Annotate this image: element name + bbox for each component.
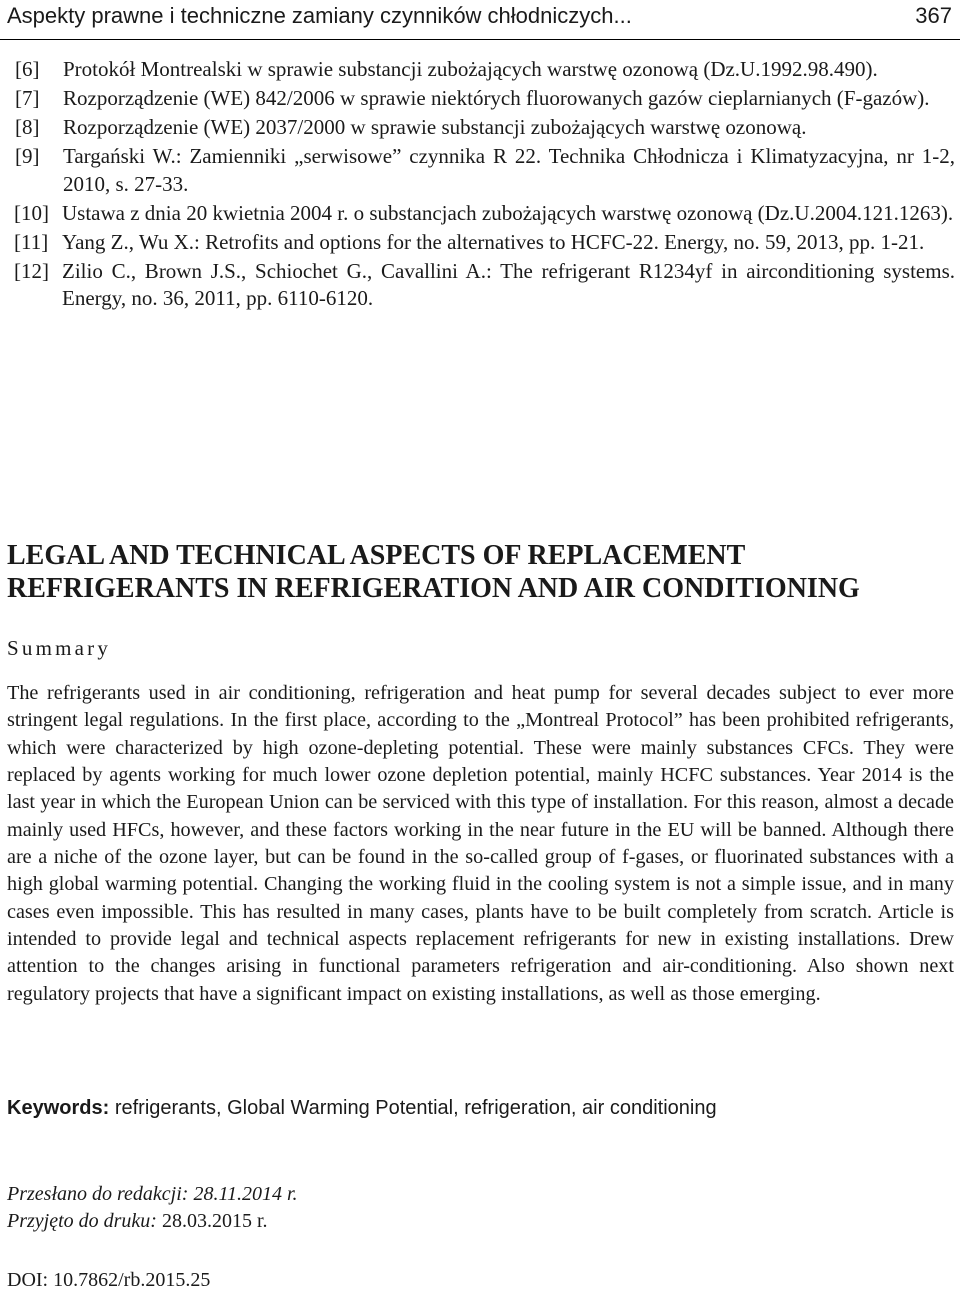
reference-item (15, 56, 955, 84)
reference-item (15, 229, 955, 257)
submitted-line (7, 1181, 298, 1208)
reference-number: [12] (14, 258, 49, 283)
editorial-dates (7, 1181, 298, 1235)
keywords-text: refrigerants, Global Warming Potential, refrigeration, air conditioning (114, 1097, 717, 1119)
page-number: 367 (915, 3, 952, 28)
reference-number: [10] (14, 200, 49, 225)
reference-text: Zilio C., Brown J.S., Schiochet G., Cavallini A.: The refrigerant R1234yf in airconditioning systems. Energy, no. 36, 2011, pp. 6110-6120. (62, 258, 955, 310)
reference-text: Protokół Montrealski w sprawie substancji zubożających warstwę ozonową (Dz.U.1992.98.490). (63, 57, 878, 81)
running-header (0, 0, 960, 40)
reference-text: Rozporządzenie (WE) 842/2006 w sprawie niektórych fluorowanych gazów cieplarnianych (F-gazów). (63, 86, 930, 110)
reference-number: [7] (15, 86, 40, 110)
reference-text: Rozporządzenie (WE) 2037/2000 w sprawie substancji zubożających warstwę ozonową. (63, 115, 807, 139)
reference-number: [6] (15, 57, 40, 81)
running-title: Aspekty prawne i techniczne zamiany czynników chłodniczych... (7, 3, 632, 28)
reference-text: Ustawa z dnia 20 kwietnia 2004 r. o substancjach zubożających warstwę ozonową (Dz.U.2004.121.1263). (62, 200, 954, 225)
title-line: REFRIGERANTS IN REFRIGERATION AND AIR CONDITIONING (7, 573, 860, 604)
reference-number: [9] (15, 144, 40, 168)
reference-item (15, 258, 955, 313)
submitted-label: Przesłano do redakcji: (7, 1183, 189, 1205)
doi: DOI: 10.7862/rb.2015.25 (7, 1269, 211, 1291)
submitted-date: 28.11.2014 r. (193, 1183, 298, 1205)
article-title (7, 539, 947, 605)
reference-text: Targański W.: Zamienniki „serwisowe” czynnika R 22. Technika Chłodnicza i Klimatyzacyjna, nr 1-2, 2010, s. 27-33. (63, 144, 955, 196)
reference-text: Yang Z., Wu X.: Retrofits and options for the alternatives to HCFC-22. Energy, no. 59, 2013, pp. 1-21. (62, 229, 925, 254)
accepted-date: 28.03.2015 r. (161, 1210, 268, 1232)
title-line: LEGAL AND TECHNICAL ASPECTS OF REPLACEMENT (7, 540, 746, 571)
reference-number: [11] (14, 229, 49, 254)
accepted-label: Przyjęto do druku: (7, 1210, 157, 1232)
keywords-label: Keywords: (7, 1097, 110, 1119)
summary-heading: Summary (7, 636, 112, 660)
reference-item (15, 200, 955, 228)
reference-item (15, 114, 955, 142)
keywords-line (7, 1097, 717, 1120)
reference-item (15, 85, 955, 113)
reference-list (15, 56, 955, 314)
accepted-line (7, 1208, 298, 1235)
abstract-text: The refrigerants used in air conditioning, refrigeration and heat pump for several decades subject to ever more stringent legal regulations. In the first place, according to the „Montreal Protocol” has been prohibited refrigerants, which were characterized by high ozone-depleting potential. These were mainly substances CFCs. They were replaced by agents working for much lower ozone depletion potential, mainly HCFC substances. Year 2014 is the last year in which the European Union can be serviced with this type of installation. For this reason, almost a decade mainly used HFCs, however, and these factors working in the near future in the EU will be banned. Although there are a niche of the ozone layer, but can be found in the so-called group of f-gases, or fluorinated substances with a high global warming potential. Changing the working fluid in the cooling system is not a simple issue, and in many cases even impossible. This has resulted in many cases, plants have to be built completely from scratch. Article is intended to provide legal and technical aspects replacement refrigerants for new in existing installations. Drew attention to the changes arising in functional parameters refrigeration and air-conditioning. Also shown next regulatory projects that have a significant impact on existing installations, as well as those emerging. (7, 682, 954, 1005)
reference-number: [8] (15, 115, 40, 139)
reference-item (15, 143, 955, 198)
